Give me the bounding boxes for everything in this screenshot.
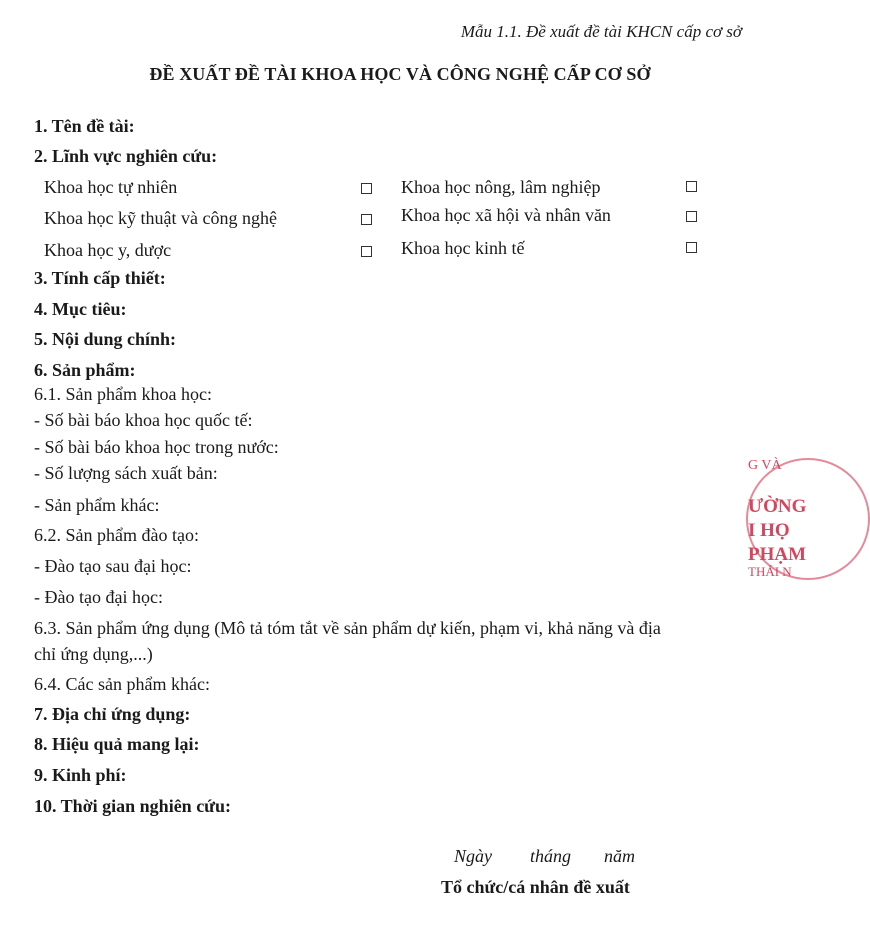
stamp-line-2: ƯỜNG: [748, 496, 807, 517]
section-research-field: 2. Lĩnh vực nghiên cứu:: [34, 146, 218, 166]
date-year: năm: [604, 846, 635, 866]
product-books: - Số lượng sách xuất bản:: [34, 463, 218, 483]
stamp-line-4: PHẠM: [748, 544, 807, 565]
checkbox-agriculture-forestry[interactable]: [686, 181, 697, 192]
form-code: Mẫu 1.1. Đề xuất đề tài KHCN cấp cơ sở: [460, 22, 742, 41]
product-postgraduate: - Đào tạo sau đại học:: [34, 556, 192, 576]
date-month: tháng: [530, 846, 572, 866]
date-day: Ngày: [454, 846, 492, 866]
field-economics: Khoa học kinh tế: [401, 238, 525, 258]
product-training: 6.2. Sản phẩm đào tạo:: [34, 525, 199, 545]
field-social-humanities: Khoa học xã hội và nhân văn: [401, 205, 611, 225]
document-title: ĐỀ XUẤT ĐỀ TÀI KHOA HỌC VÀ CÔNG NGHỆ CẤP CƠ SỞ: [149, 64, 651, 84]
checkbox-economics[interactable]: [686, 242, 697, 253]
section-urgency: 3. Tính cấp thiết:: [34, 268, 166, 288]
section-budget: 9. Kinh phí:: [34, 765, 127, 785]
product-domestic-papers: - Số bài báo khoa học trong nước:: [34, 437, 279, 457]
checkbox-social-humanities[interactable]: [686, 211, 697, 222]
red-stamp: [742, 452, 807, 582]
signature-date: [0, 846, 800, 870]
checkbox-engineering-technology[interactable]: [361, 214, 372, 225]
signature-label: Tổ chức/cá nhân đề xuất: [441, 877, 630, 897]
stamp-line-3: I HỌ: [748, 520, 790, 541]
product-other-scientific: - Sản phẩm khác:: [34, 495, 160, 515]
checkbox-natural-sciences[interactable]: [361, 183, 372, 194]
section-application-address: 7. Địa chỉ ứng dụng:: [34, 704, 191, 724]
field-agriculture-forestry: Khoa học nông, lâm nghiệp: [401, 177, 601, 197]
section-topic-name: 1. Tên đề tài:: [34, 116, 135, 136]
product-applied-line1: 6.3. Sản phẩm ứng dụng (Mô tả tóm tắt về sản phẩm dự kiến, phạm vi, khả năng và địa: [34, 618, 661, 638]
section-duration: 10. Thời gian nghiên cứu:: [34, 796, 231, 816]
section-objectives: 4. Mục tiêu:: [34, 299, 127, 319]
stamp-line-1: G VÀ: [748, 458, 782, 473]
product-undergraduate: - Đào tạo đại học:: [34, 587, 163, 607]
product-scientific: 6.1. Sản phẩm khoa học:: [34, 384, 212, 404]
section-main-content: 5. Nội dung chính:: [34, 329, 177, 349]
section-effectiveness: 8. Hiệu quả mang lại:: [34, 734, 200, 754]
product-intl-papers: - Số bài báo khoa học quốc tế:: [34, 410, 253, 430]
checkbox-medicine-pharmacy[interactable]: [361, 246, 372, 257]
field-engineering-technology: Khoa học kỹ thuật và công nghệ: [44, 208, 277, 228]
section-products: 6. Sản phẩm:: [34, 360, 136, 380]
product-other: 6.4. Các sản phẩm khác:: [34, 674, 210, 694]
field-medicine-pharmacy: Khoa học y, dược: [44, 240, 172, 260]
product-applied-line2: chỉ ứng dụng,...): [34, 644, 153, 664]
stamp-line-5: THÁI N: [748, 564, 792, 579]
field-natural-sciences: Khoa học tự nhiên: [44, 177, 178, 197]
